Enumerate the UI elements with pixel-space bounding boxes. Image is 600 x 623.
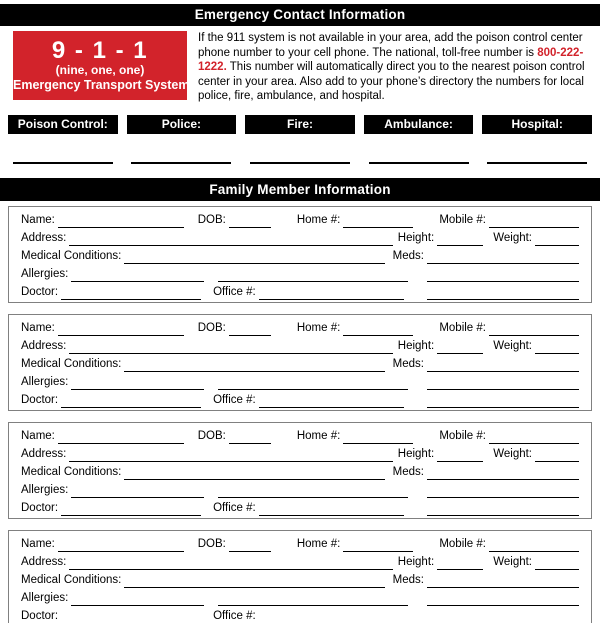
contact-label-fire: Fire:	[245, 115, 355, 134]
doctor-blank-line	[61, 286, 201, 300]
medical-conditions-label: Medical Conditions:	[21, 249, 122, 262]
meds-continuation-blank-line-1	[427, 376, 579, 390]
medical-conditions-blank-line	[124, 574, 384, 588]
mobile-phone-blank-line	[489, 322, 579, 336]
medical-conditions-blank-line	[124, 358, 384, 372]
name-blank-line	[58, 430, 184, 444]
address-label: Address:	[21, 447, 67, 460]
address-label: Address:	[21, 555, 67, 568]
office-phone-label: Office #:	[213, 393, 256, 406]
member-row-name	[21, 534, 579, 552]
poison-control-instructions	[198, 31, 591, 104]
dob-label: DOB:	[197, 537, 226, 550]
allergies-blank-line	[71, 484, 204, 498]
name-blank-line	[58, 322, 184, 336]
meds-blank-line	[427, 250, 579, 264]
dob-label: DOB:	[197, 213, 226, 226]
dob-blank-line	[229, 538, 271, 552]
member-row-address	[21, 336, 579, 354]
contact-label-poison-control: Poison Control:	[8, 115, 118, 134]
office-phone-blank-line	[259, 502, 404, 516]
member-row-address	[21, 444, 579, 462]
dob-blank-line	[229, 214, 271, 228]
page-title: Emergency Contact Information	[0, 4, 600, 26]
meds-label: Meds:	[392, 249, 424, 262]
home-phone-label: Home #:	[296, 429, 341, 442]
weight-label: Weight:	[493, 339, 532, 352]
name-blank-line	[58, 538, 184, 552]
weight-label: Weight:	[493, 555, 532, 568]
contact-blank-line-poison-control	[13, 161, 113, 164]
meds-blank-line	[427, 574, 579, 588]
weight-blank-line	[535, 340, 579, 354]
meds-continuation-blank-line-1	[427, 592, 579, 606]
home-phone-blank-line	[343, 430, 413, 444]
911-number: 9 - 1 - 1	[51, 37, 149, 64]
mobile-phone-blank-line	[489, 430, 579, 444]
allergies-label: Allergies:	[21, 375, 69, 388]
doctor-label: Doctor:	[21, 609, 59, 622]
contact-label-ambulance: Ambulance:	[364, 115, 474, 134]
meds-label: Meds:	[392, 357, 424, 370]
height-blank-line	[437, 448, 483, 462]
allergies-label: Allergies:	[21, 483, 69, 496]
emergency-info-section	[13, 31, 591, 104]
home-phone-blank-line	[343, 214, 413, 228]
allergies-continuation-blank-line	[218, 268, 408, 282]
medical-conditions-label: Medical Conditions:	[21, 465, 122, 478]
doctor-label: Doctor:	[21, 285, 59, 298]
member-row-allergies	[21, 480, 579, 498]
member-row-doctor	[21, 498, 579, 516]
weight-blank-line	[535, 556, 579, 570]
height-blank-line	[437, 556, 483, 570]
height-blank-line	[437, 232, 483, 246]
weight-blank-line	[535, 232, 579, 246]
doctor-label: Doctor:	[21, 501, 59, 514]
allergies-label: Allergies:	[21, 591, 69, 604]
dob-blank-line	[229, 322, 271, 336]
address-label: Address:	[21, 231, 67, 244]
medical-conditions-label: Medical Conditions:	[21, 357, 122, 370]
meds-blank-line	[427, 466, 579, 480]
dob-label: DOB:	[197, 429, 226, 442]
height-label: Height:	[397, 447, 435, 460]
doctor-blank-line	[61, 610, 201, 623]
contact-blank-line-hospital	[487, 161, 587, 164]
member-row-address	[21, 228, 579, 246]
contact-label-hospital: Hospital:	[482, 115, 592, 134]
home-phone-label: Home #:	[296, 321, 341, 334]
dob-label: DOB:	[197, 321, 226, 334]
meds-continuation-blank-line-1	[427, 268, 579, 282]
instructions-text-before: If the 911 system is not available in your area, add the poison control center phone number to your cell phone. The national, toll-free number is	[198, 32, 583, 59]
contact-blanks-row	[8, 161, 592, 164]
meds-label: Meds:	[392, 465, 424, 478]
member-row-medical	[21, 462, 579, 480]
contact-blank-line-ambulance	[369, 161, 469, 164]
allergies-blank-line	[71, 268, 204, 282]
meds-label: Meds:	[392, 573, 424, 586]
meds-continuation-blank-line-2	[427, 394, 579, 408]
911-panel	[13, 31, 190, 100]
office-phone-blank-line	[259, 610, 404, 623]
allergies-continuation-blank-line	[218, 592, 408, 606]
home-phone-blank-line	[343, 538, 413, 552]
height-label: Height:	[397, 339, 435, 352]
allergies-blank-line	[71, 376, 204, 390]
meds-continuation-blank-line-1	[427, 484, 579, 498]
member-row-doctor	[21, 282, 579, 300]
member-row-medical	[21, 246, 579, 264]
contact-blank-line-police	[131, 161, 231, 164]
dob-blank-line	[229, 430, 271, 444]
family-member-block	[8, 206, 592, 303]
doctor-blank-line	[61, 502, 201, 516]
member-row-name	[21, 210, 579, 228]
mobile-phone-label: Mobile #:	[439, 429, 486, 442]
mobile-phone-label: Mobile #:	[439, 213, 486, 226]
member-row-medical	[21, 354, 579, 372]
contact-labels-row	[8, 115, 592, 134]
member-row-allergies	[21, 264, 579, 282]
meds-blank-line	[427, 358, 579, 372]
member-row-allergies	[21, 372, 579, 390]
family-member-block	[8, 422, 592, 519]
office-phone-label: Office #:	[213, 285, 256, 298]
allergies-continuation-blank-line	[218, 484, 408, 498]
member-row-address	[21, 552, 579, 570]
weight-blank-line	[535, 448, 579, 462]
allergies-continuation-blank-line	[218, 376, 408, 390]
poison-control-phone-number: 800-222-1222.	[198, 46, 584, 74]
medical-conditions-blank-line	[124, 250, 384, 264]
doctor-blank-line	[61, 394, 201, 408]
family-member-blocks	[0, 206, 600, 623]
contact-blank-line-fire	[250, 161, 350, 164]
allergies-label: Allergies:	[21, 267, 69, 280]
office-phone-label: Office #:	[213, 501, 256, 514]
doctor-label: Doctor:	[21, 393, 59, 406]
home-phone-label: Home #:	[296, 537, 341, 550]
office-phone-blank-line	[259, 394, 404, 408]
name-label: Name:	[21, 537, 55, 550]
office-phone-label: Office #:	[213, 609, 256, 622]
address-blank-line	[69, 448, 392, 462]
home-phone-label: Home #:	[296, 213, 341, 226]
member-row-doctor	[21, 390, 579, 408]
member-row-medical	[21, 570, 579, 588]
address-blank-line	[69, 340, 392, 354]
meds-continuation-blank-line-2	[427, 610, 579, 623]
instructions-text-after: This number will automatically direct you to the nearest poison control center in your area. Also add to your phone’s directory the numbers for local police, fire, ambulance, and hospital.	[198, 61, 585, 103]
mobile-phone-label: Mobile #:	[439, 321, 486, 334]
name-label: Name:	[21, 213, 55, 226]
medical-conditions-label: Medical Conditions:	[21, 573, 122, 586]
medical-conditions-blank-line	[124, 466, 384, 480]
contact-label-police: Police:	[127, 115, 237, 134]
height-label: Height:	[397, 555, 435, 568]
family-section-title: Family Member Information	[0, 178, 600, 201]
mobile-phone-blank-line	[489, 214, 579, 228]
height-blank-line	[437, 340, 483, 354]
family-member-block	[8, 530, 592, 623]
address-blank-line	[69, 556, 392, 570]
name-label: Name:	[21, 321, 55, 334]
address-label: Address:	[21, 339, 67, 352]
member-row-name	[21, 318, 579, 336]
member-row-allergies	[21, 588, 579, 606]
name-label: Name:	[21, 429, 55, 442]
family-member-block	[8, 314, 592, 411]
name-blank-line	[58, 214, 184, 228]
weight-label: Weight:	[493, 231, 532, 244]
home-phone-blank-line	[343, 322, 413, 336]
mobile-phone-blank-line	[489, 538, 579, 552]
address-blank-line	[69, 232, 392, 246]
911-caption: Emergency Transport System	[13, 78, 190, 92]
height-label: Height:	[397, 231, 435, 244]
meds-continuation-blank-line-2	[427, 286, 579, 300]
mobile-phone-label: Mobile #:	[439, 537, 486, 550]
911-subtitle: (nine, one, one)	[55, 63, 145, 77]
weight-label: Weight:	[493, 447, 532, 460]
meds-continuation-blank-line-2	[427, 502, 579, 516]
office-phone-blank-line	[259, 286, 404, 300]
allergies-blank-line	[71, 592, 204, 606]
member-row-doctor	[21, 606, 579, 623]
member-row-name	[21, 426, 579, 444]
